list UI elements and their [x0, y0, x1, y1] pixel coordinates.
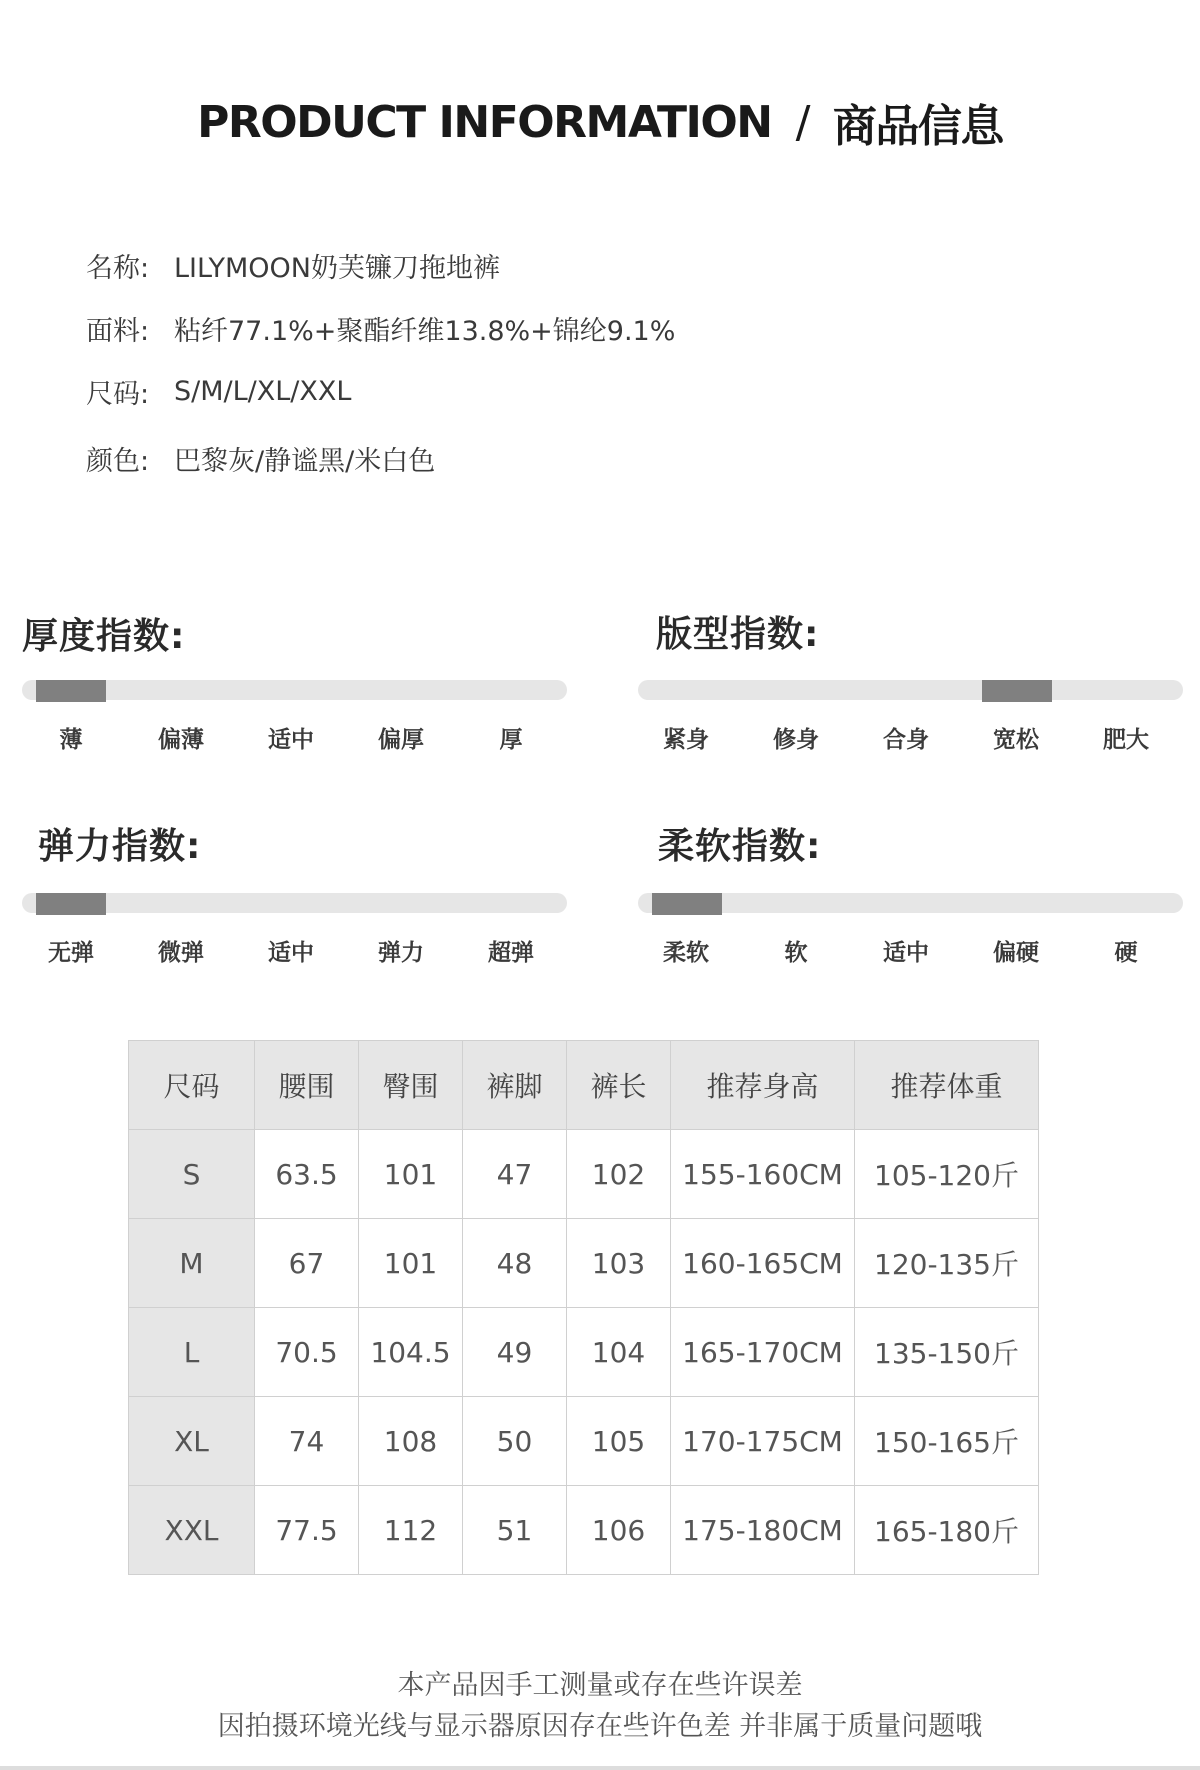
header-cell: 裤脚 — [463, 1041, 567, 1130]
table-row — [129, 1130, 1039, 1219]
table-cell: 150-165斤 — [855, 1397, 1039, 1486]
bottom-divider — [0, 1766, 1200, 1770]
table-cell: 47 — [463, 1130, 567, 1219]
table-cell: M — [129, 1219, 255, 1308]
index-tick: 薄 — [59, 727, 83, 753]
size-table — [128, 1040, 1039, 1575]
index-tick: 柔软 — [663, 940, 709, 966]
header-cell: 推荐体重 — [855, 1041, 1039, 1130]
index-tick: 软 — [784, 940, 808, 966]
info-value: S/M/L/XL/XXL — [174, 375, 352, 407]
index-tick: 紧身 — [663, 727, 709, 753]
index-title: 弹力指数: — [38, 826, 202, 867]
header-cell: 推荐身高 — [671, 1041, 855, 1130]
table-cell: 165-170CM — [671, 1308, 855, 1397]
table-row — [129, 1397, 1039, 1486]
info-value: LILYMOON奶芙镰刀拖地裤 — [174, 252, 500, 284]
index-track — [638, 893, 1183, 913]
table-cell: L — [129, 1308, 255, 1397]
table-cell: 101 — [359, 1219, 463, 1308]
table-cell: 165-180斤 — [855, 1486, 1039, 1575]
table-cell: 103 — [567, 1219, 671, 1308]
index-tick: 偏硬 — [993, 940, 1039, 966]
info-label: 尺码: — [86, 378, 150, 410]
index-marker — [982, 680, 1052, 702]
title-en: PRODUCT INFORMATION — [197, 96, 772, 148]
note-line-1: 本产品因手工测量或存在些许误差 — [397, 1670, 803, 1701]
table-cell: 155-160CM — [671, 1130, 855, 1219]
table-cell: 108 — [359, 1397, 463, 1486]
index-tick: 无弹 — [48, 940, 94, 966]
table-cell: 112 — [359, 1486, 463, 1575]
index-tick: 弹力 — [378, 940, 424, 966]
table-cell: 63.5 — [255, 1130, 359, 1219]
index-title: 版型指数: — [656, 614, 820, 655]
index-tick: 修身 — [773, 727, 819, 753]
index-tick: 适中 — [883, 940, 929, 966]
title-separator: / — [795, 96, 809, 148]
title-cn: 商品信息 — [832, 101, 1003, 152]
index-tick: 厚 — [499, 727, 523, 753]
table-cell: 77.5 — [255, 1486, 359, 1575]
info-row-name — [86, 245, 500, 285]
table-row — [129, 1308, 1039, 1397]
index-marker — [36, 893, 106, 915]
table-cell: 51 — [463, 1486, 567, 1575]
index-tick: 肥大 — [1103, 727, 1149, 753]
table-cell: 120-135斤 — [855, 1219, 1039, 1308]
table-cell: 104 — [567, 1308, 671, 1397]
table-cell: 106 — [567, 1486, 671, 1575]
index-tick: 偏薄 — [158, 727, 204, 753]
table-row — [129, 1219, 1039, 1308]
table-cell: 101 — [359, 1130, 463, 1219]
table-cell: 102 — [567, 1130, 671, 1219]
index-tick: 合身 — [883, 727, 929, 753]
info-row-size — [86, 371, 351, 411]
index-tick: 宽松 — [993, 727, 1039, 753]
table-cell: 70.5 — [255, 1308, 359, 1397]
index-tick: 偏厚 — [378, 727, 424, 753]
index-marker — [36, 680, 106, 702]
table-cell: 170-175CM — [671, 1397, 855, 1486]
table-cell: S — [129, 1130, 255, 1219]
index-tick: 适中 — [268, 940, 314, 966]
index-title: 厚度指数: — [22, 616, 186, 657]
index-track — [22, 680, 567, 700]
header-cell: 臀围 — [359, 1041, 463, 1130]
info-row-color — [86, 438, 435, 478]
index-track — [638, 680, 1183, 700]
index-title: 柔软指数: — [658, 826, 822, 867]
table-cell: 135-150斤 — [855, 1308, 1039, 1397]
table-cell: 104.5 — [359, 1308, 463, 1397]
index-tick: 超弹 — [488, 940, 534, 966]
index-track — [22, 893, 567, 913]
table-cell: XXL — [129, 1486, 255, 1575]
note-line-2: 因拍摄环境光线与显示器原因存在些许色差 并非属于质量问题哦 — [217, 1711, 983, 1742]
table-cell: 49 — [463, 1308, 567, 1397]
info-label: 面料: — [86, 315, 150, 347]
table-cell: 175-180CM — [671, 1486, 855, 1575]
info-label: 名称: — [86, 252, 150, 284]
info-row-fabric — [86, 308, 675, 348]
table-cell: 50 — [463, 1397, 567, 1486]
header-cell: 裤长 — [567, 1041, 671, 1130]
index-tick: 硬 — [1114, 940, 1138, 966]
info-value: 巴黎灰/静谧黑/米白色 — [174, 445, 436, 477]
index-marker — [652, 893, 722, 915]
table-cell: 67 — [255, 1219, 359, 1308]
info-label: 颜色: — [86, 445, 150, 477]
table-cell: 105 — [567, 1397, 671, 1486]
table-row — [129, 1486, 1039, 1575]
header-cell: 腰围 — [255, 1041, 359, 1130]
header-cell: 尺码 — [129, 1041, 255, 1130]
index-tick: 微弹 — [158, 940, 204, 966]
index-tick: 适中 — [268, 727, 314, 753]
table-cell: 160-165CM — [671, 1219, 855, 1308]
table-header-row — [129, 1041, 1039, 1130]
table-cell: 105-120斤 — [855, 1130, 1039, 1219]
table-cell: XL — [129, 1397, 255, 1486]
page-title — [0, 92, 1200, 152]
table-cell: 48 — [463, 1219, 567, 1308]
info-value: 粘纤77.1%+聚酯纤维13.8%+锦纶9.1% — [174, 315, 676, 347]
table-cell: 74 — [255, 1397, 359, 1486]
